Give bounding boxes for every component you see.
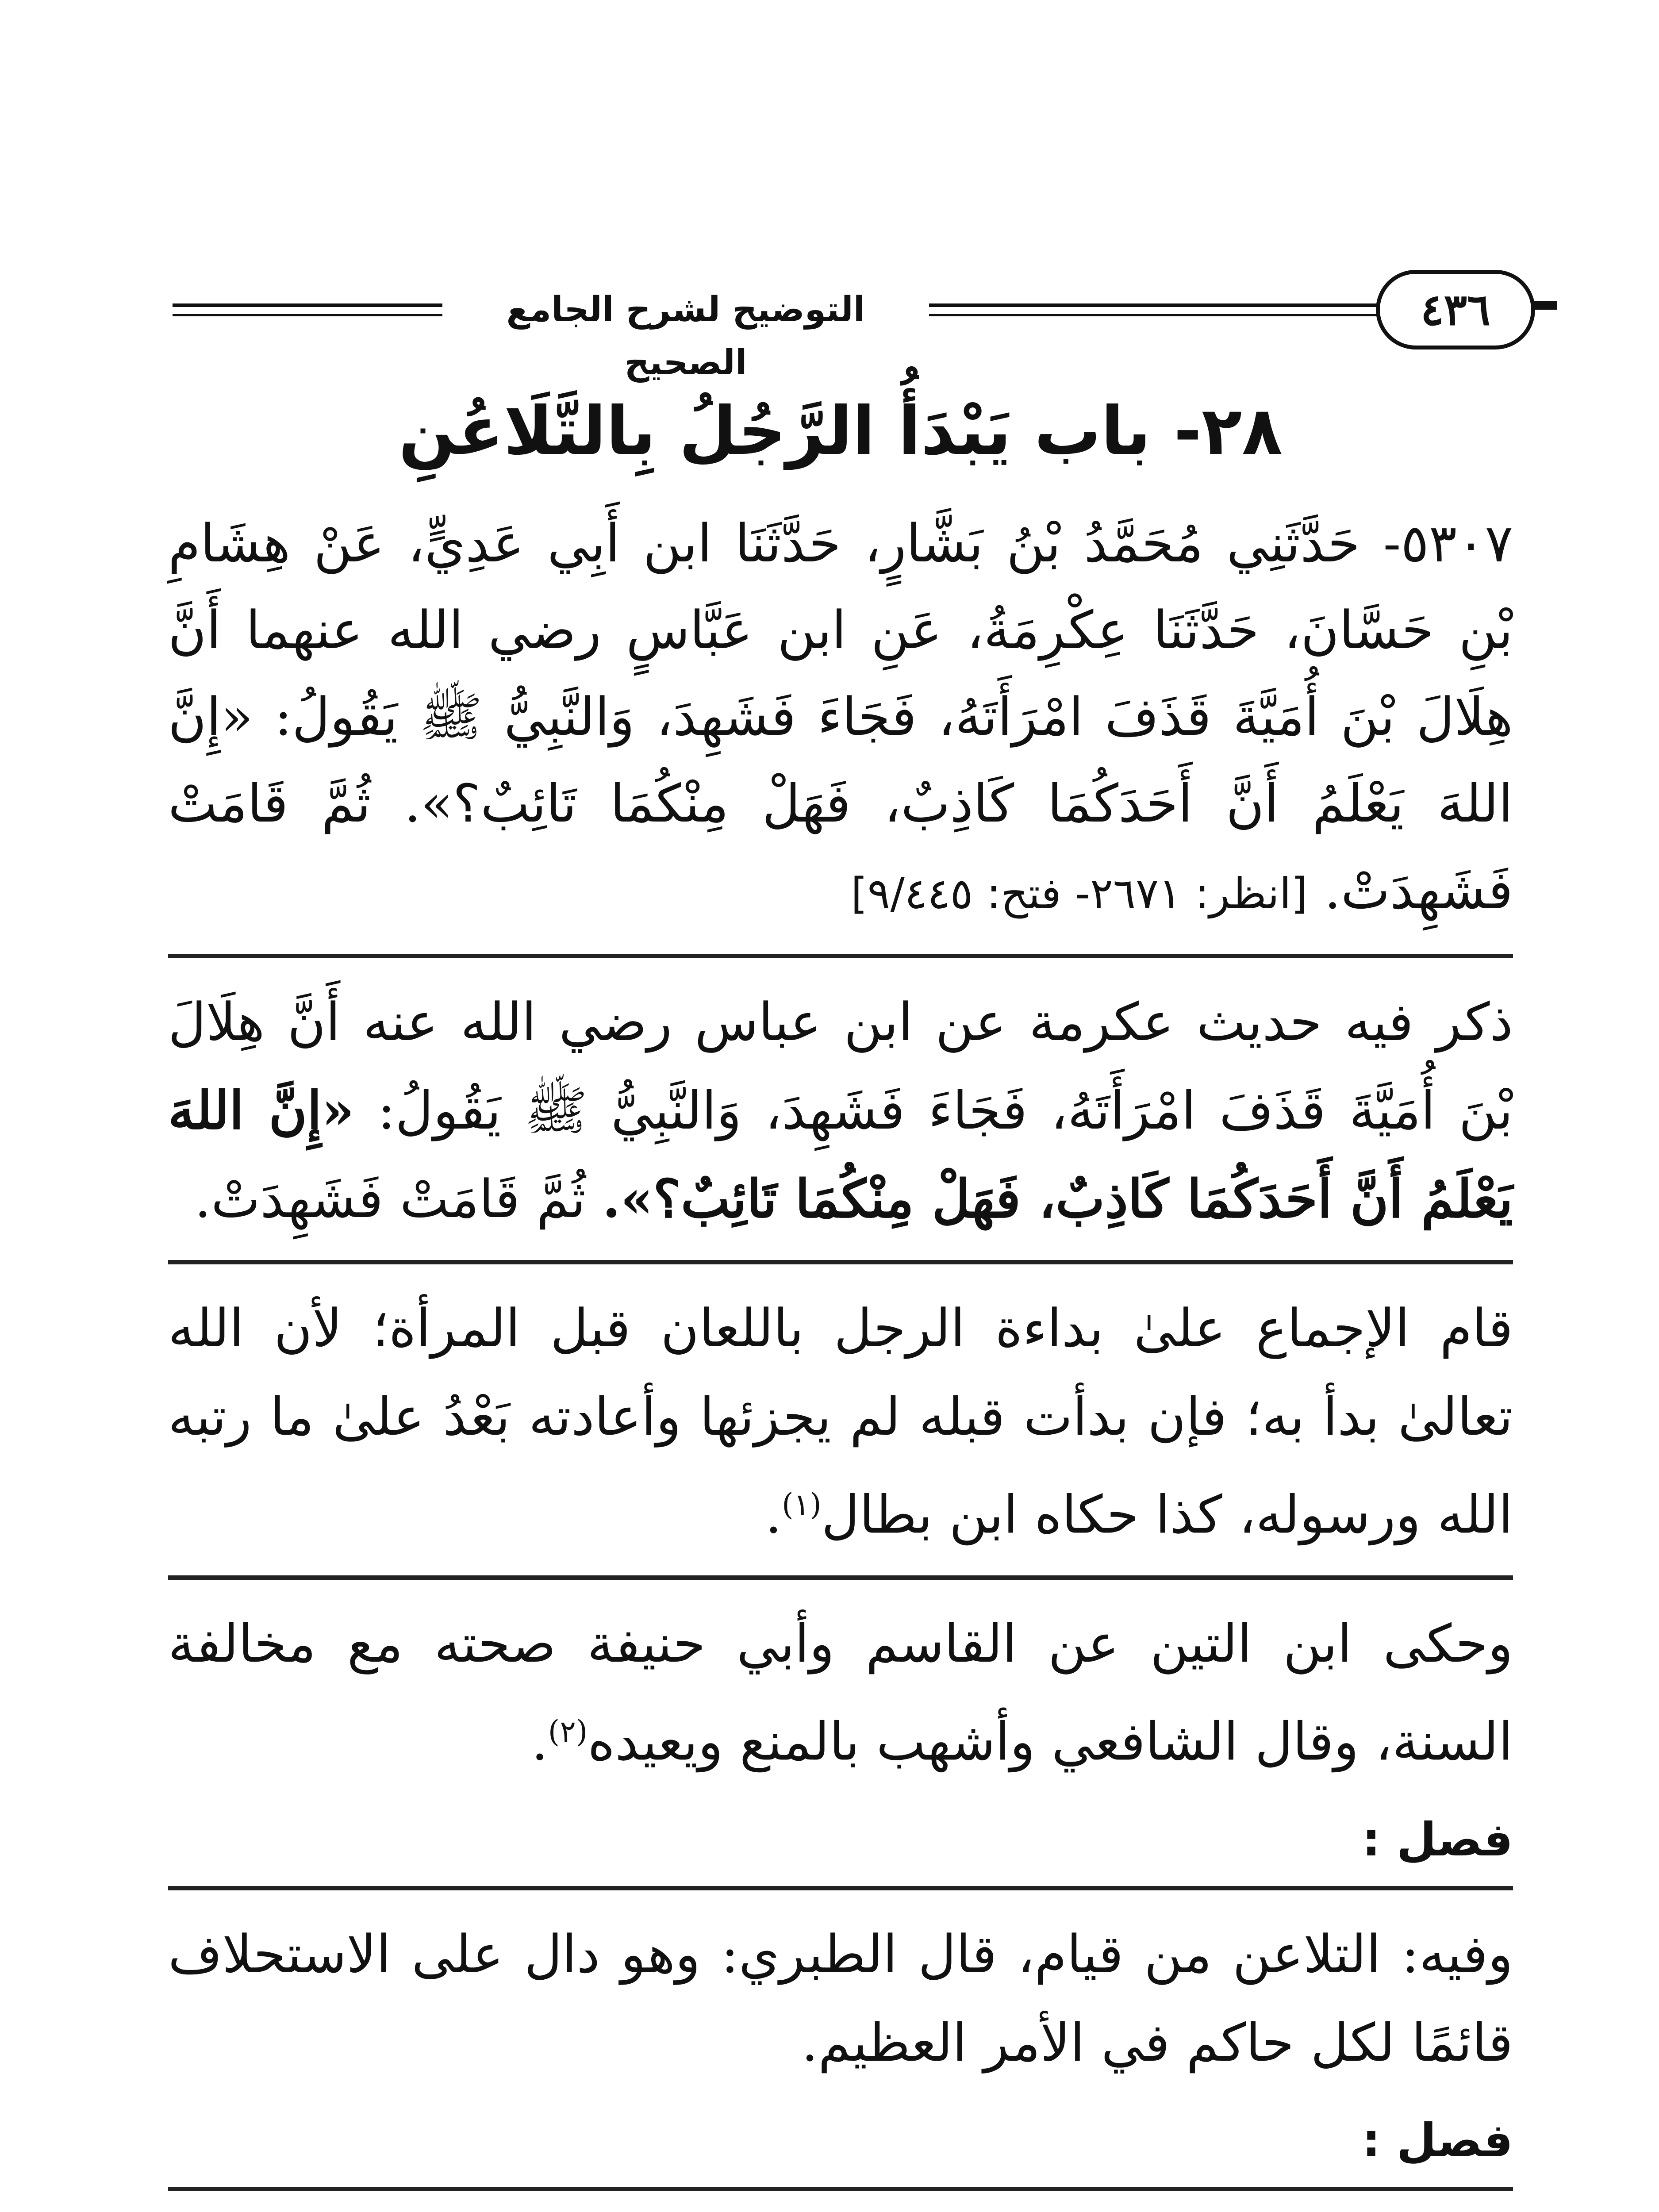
header-rule-right-bottom [929,314,1380,316]
footnote-ref-1: (١) [782,1487,822,1522]
paragraph-separator-1 [168,1260,1513,1264]
running-title: التوضيح لشرح الجامع الصحيح [451,283,920,336]
p3-text: وحكى ابن التين عن القاسم وأبي حنيفة صحته مع مخالفة السنة، وقال الشافعي وأشهب بالمنع ويعيده [168,1613,1513,1772]
commentary-paragraph-4: وفيه: التلاعن من قيام، قال الطبري: وهو دال على الاستحلاف قائمًا لكل حاكم في الأمر العظيم. [168,1923,1513,2073]
header-rule-right-top [929,303,1380,307]
section-separator-2 [168,2187,1513,2191]
commentary-paragraph-1 [168,978,1513,1243]
header-rule-left-bottom [173,314,442,316]
badge-ornament [1531,301,1557,310]
chapter-title: ٢٨- باب يَبْدَأُ الرَّجُلُ بِالتَّلَاعُنِ [399,393,1283,470]
p1-quote: «إِنَّ اللهَ يَعْلَمُ أَنَّ أَحَدَكُمَا كَاذِبٌ، فَهَلْ مِنْكُمَا تَائِبٌ؟». [168,1079,1513,1229]
p1-tail: ثُمَّ قَامَتْ فَشَهِدَتْ. [194,1168,586,1229]
page-body [168,380,1513,2212]
p1-text: ذكر فيه حديث عكرمة عن ابن عباس رضي الله عنه أَنَّ هِلَالَ بْنَ أُمَيَّةَ قَذَفَ امْرَأَتَهُ، فَجَاءَ فَشَهِدَ، وَالنَّبِيُّ ﷺ يَقُولُ: [168,991,1513,1141]
footnote-ref-2: (٢) [548,1714,588,1750]
paragraph-separator-2 [168,1575,1513,1580]
section-heading-1: فصل : [1362,1812,1513,1866]
section-heading-2: فصل : [1362,2113,1513,2167]
running-header [173,265,1540,383]
p2-text: قام الإجماع علىٰ بداءة الرجل باللعان قبل المرأة؛ لأن الله تعالىٰ بدأ به؛ فإن بدأت قبله لم يجزئها وأعادته بَعْدُ علىٰ ما رتبه الله ورسوله، كذا حكاه ابن بطال [168,1298,1513,1545]
page-number-badge [1376,270,1535,349]
header-rule-left-top [173,303,442,307]
commentary-paragraph-3: وحكى ابن التين عن القاسم وأبي حنيفة صحته مع مخالفة السنة، وقال الشافعي وأشهب بالمنع ويعيده$^{(٢)}$. [168,1613,1513,1772]
commentary-paragraph-5 [168,2211,1513,2212]
hadith-body: ٥٣٠٧- حَدَّثَنِي مُحَمَّدُ بْنُ بَشَّارٍ، حَدَّثَنَا ابن أَبِي عَدِيٍّ، عَنْ هِشَامِ بْنِ حَسَّانَ، حَدَّثَنَا عِكْرِمَةُ، عَنِ ابن عَبَّاسٍ رضي الله عنهما أَنَّ هِلَالَ بْنَ أُمَيَّةَ قَذَفَ امْرَأَتَهُ، فَجَاءَ فَشَهِدَ، وَالنَّبِيُّ ﷺ يَقُولُ: «إِنَّ اللهَ يَعْلَمُ أَنَّ أَحَدَكُمَا كَاذِبٌ، فَهَلْ مِنْكُمَا تَائِبٌ؟». ثُمَّ قَامَتْ فَشَهِدَتْ. [168,513,1513,921]
hadith-reference: [انظر: ٢٦٧١- فتح: ٩/٤٤٥] [851,869,1308,918]
commentary-paragraph-2: قام الإجماع علىٰ بداءة الرجل باللعان قبل المرأة؛ لأن الله تعالىٰ بدأ به؛ فإن بدأت قبله لم يجزئها وأعادته بَعْدُ علىٰ ما رتبه الله ورسوله، كذا حكاه ابن بطال$^{(١)}$. [168,1298,1513,1545]
section-separator-1 [168,1886,1513,1890]
hadith-separator [168,954,1513,958]
hadith-text [168,500,1513,937]
page-number: ٤٣٦ [1421,284,1490,335]
